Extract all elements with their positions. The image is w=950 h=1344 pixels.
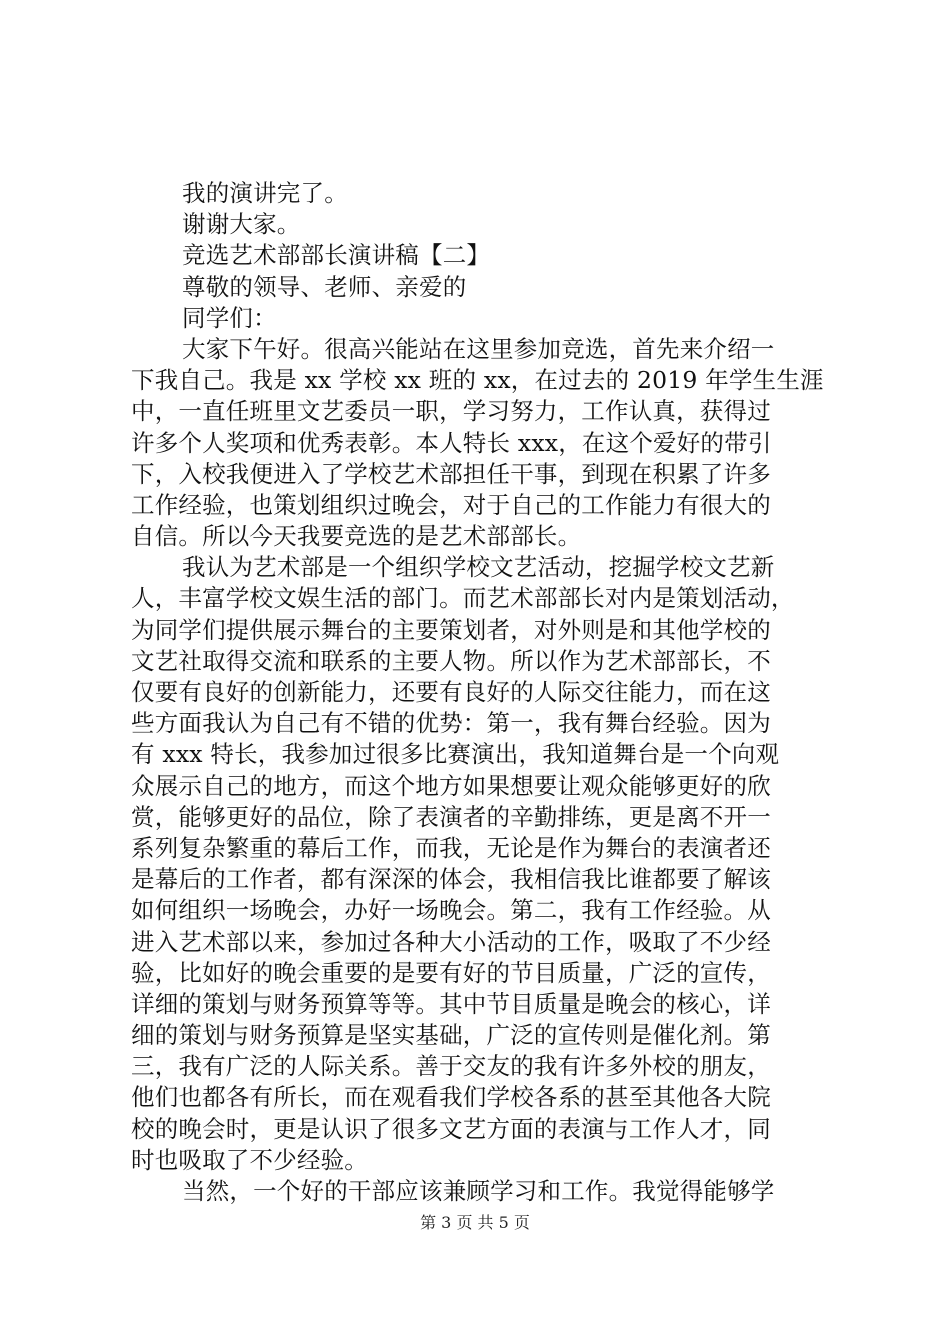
text-line: 细的策划与财务预算是坚实基础，广泛的宣传则是催化剂。第 [131,1021,771,1050]
text-line: 时也吸取了不少经验。 [131,1145,368,1174]
text-line: 竞选艺术部部长演讲稿【二】 [182,241,491,270]
text-line: 中，一直任班里文艺委员一职，学习努力，工作认真，获得过 [131,397,771,426]
text-line: 当然，一个好的干部应该兼顾学习和工作。我觉得能够学 [182,1177,775,1205]
text-line: 为同学们提供展示舞台的主要策划者，对外则是和其他学校的 [131,615,771,644]
text-line: 尊敬的领导、老师、亲爱的 [182,272,467,301]
text-line: 我的演讲完了。 [182,179,348,207]
document-body [131,178,841,1207]
text-line: 许多个人奖项和优秀表彰。本人特长 xxx，在这个爱好的带引 [131,428,772,457]
text-line: 众展示自己的地方，而这个地方如果想要让观众能够更好的欣 [131,771,771,800]
text-line: 工作经验，也策划组织过晚会，对于自己的工作能力有很大的 [131,490,771,519]
text-line: 人，丰富学校文娱生活的部门。而艺术部部长对内是策划活动， [131,584,795,613]
text-line: 进入艺术部以来，参加过各种大小活动的工作，吸取了不少经 [131,927,771,956]
text-line: 大家下午好。很高兴能站在这里参加竞选，首先来介绍一 [182,334,775,363]
text-line: 有 xxx 特长，我参加过很多比赛演出，我知道舞台是一个向观 [131,740,780,769]
text-line: 文艺社取得交流和联系的主要人物。所以作为艺术部部长，不 [131,646,771,675]
text-line: 赏，能够更好的品位，除了表演者的辛勤排练，更是离不开一 [131,802,771,831]
text-line: 验，比如好的晚会重要的是要有好的节目质量，广泛的宣传， [131,958,771,987]
page-footer: 第 3 页 共 5 页 [420,1213,530,1232]
text-line: 详细的策划与财务预算等等。其中节目质量是晚会的核心，详 [131,989,771,1018]
text-line: 下我自己。我是 xx 学校 xx 班的 xx，在过去的 2019 年学生生涯 [131,366,824,395]
text-line: 是幕后的工作者，都有深深的体会，我相信我比谁都要了解该 [131,865,771,894]
text-line: 自信。所以今天我要竞选的是艺术部部长。 [131,522,582,551]
text-line: 同学们： [182,303,277,332]
text-line: 下，入校我便进入了学校艺术部担任干事，到现在积累了许多 [131,459,771,488]
text-line: 系列复杂繁重的幕后工作，而我，无论是作为舞台的表演者还 [131,833,771,862]
text-line: 谢谢大家。 [182,210,301,239]
text-line: 他们也都各有所长，而在观看我们学校各系的甚至其他各大院 [131,1083,771,1112]
text-line: 我认为艺术部是一个组织学校文艺活动，挖掘学校文艺新 [182,553,775,582]
text-line: 仅要有良好的创新能力，还要有良好的人际交往能力，而在这 [131,678,771,706]
text-line: 校的晚会时，更是认识了很多文艺方面的表演与工作人才，同 [131,1114,771,1143]
text-line: 些方面我认为自己有不错的优势：第一，我有舞台经验。因为 [131,709,771,738]
text-line: 如何组织一场晚会，办好一场晚会。第二，我有工作经验。从 [131,896,771,925]
text-line: 三，我有广泛的人际关系。善于交友的我有许多外校的朋友， [131,1052,771,1081]
